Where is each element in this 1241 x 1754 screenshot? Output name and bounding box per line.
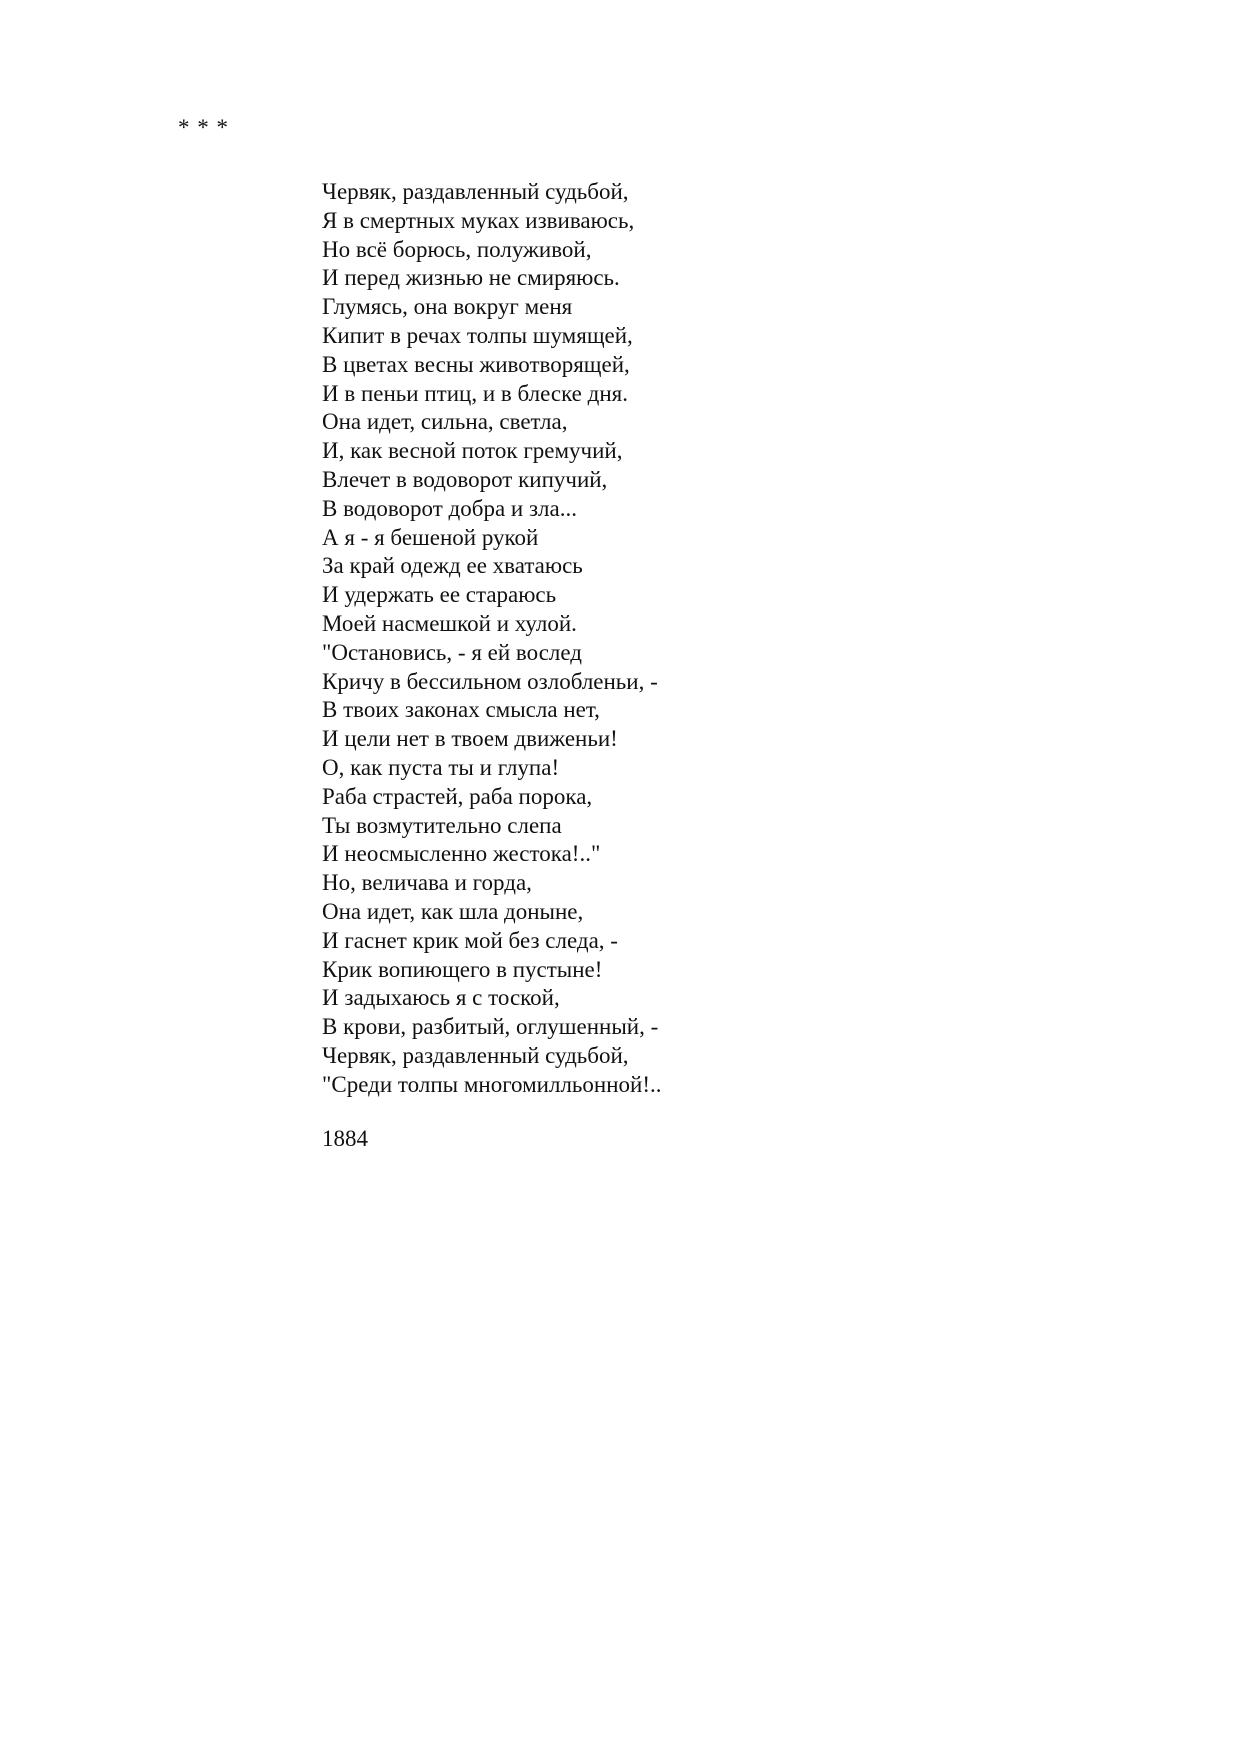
poem-body (322, 178, 662, 1100)
poem-line: Червяк, раздавленный судьбой, (322, 1042, 629, 1068)
poem-line: "Остановись, - я ей вослед (322, 639, 582, 665)
poem-line: Она идет, как шла доныне, (322, 898, 584, 924)
poem-line: За край одежд ее хватаюсь (322, 553, 583, 579)
poem-line: В цветах весны животворящей, (322, 351, 630, 377)
poem-line: Но всё борюсь, полуживой, (322, 236, 592, 262)
poem-line: Червяк, раздавленный судьбой, (322, 179, 629, 204)
poem-line: И неосмысленно жестока!.." (322, 841, 601, 867)
poem-line: "Среди толпы многомилльонной!.. (322, 1071, 662, 1097)
poem-line: Глумясь, она вокруг меня (322, 294, 573, 320)
poem-line: Она идет, сильна, светла, (322, 409, 568, 435)
poem-line: Моей насмешкой и хулой. (322, 610, 577, 636)
poem-line: Влечет в водоворот кипучий, (322, 466, 608, 492)
poem-line: И, как весной поток гремучий, (322, 438, 623, 464)
section-separator: * * * (178, 115, 229, 140)
poem-line: И перед жизнью не смиряюсь. (322, 265, 620, 291)
poem-line: Кипит в речах толпы шумящей, (322, 322, 633, 348)
poem-line: В крови, разбитый, оглушенный, - (322, 1014, 659, 1040)
poem-line: В твоих законах смысла нет, (322, 697, 600, 723)
poem-line: Но, величава и горда, (322, 870, 532, 896)
poem-line: Ты возмутительно слепа (322, 812, 562, 838)
poem-line: В водоворот добра и зла... (322, 495, 577, 521)
poem-line: И удержать ее стараюсь (322, 582, 557, 608)
poem-line: И гаснет крик мой без следа, - (322, 927, 618, 953)
poem-line: И цели нет в твоем движеньи! (322, 726, 618, 752)
poem-line: Я в смертных муках извиваюсь, (322, 207, 635, 233)
poem-line: Крик вопиющего в пустыне! (322, 956, 603, 982)
poem-line: О, как пуста ты и глупа! (322, 754, 560, 780)
poem-line: Кричу в бессильном озлобленьи, - (322, 668, 658, 694)
poem-line: Раба страстей, раба порока, (322, 783, 593, 809)
poem-line: А я - я бешеной рукой (322, 524, 539, 550)
poem-line: И в пеньи птиц, и в блеске дня. (322, 380, 628, 406)
poem-year: 1884 (322, 1126, 368, 1151)
poem-line: И задыхаюсь я с тоской, (322, 985, 560, 1011)
